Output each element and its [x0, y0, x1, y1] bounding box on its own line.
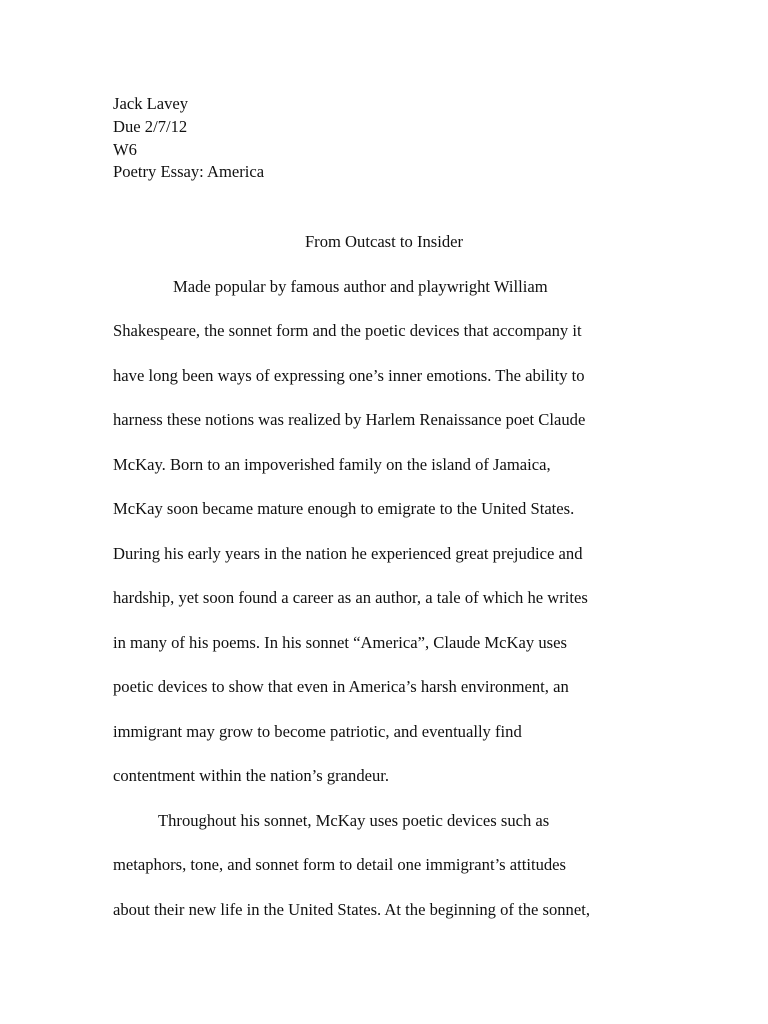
paragraph-line: Made popular by famous author and playwright William: [173, 277, 548, 296]
paragraph-line: metaphors, tone, and sonnet form to detail one immigrant’s attitudes: [113, 855, 567, 874]
due-date: Due 2/7/12: [113, 117, 188, 136]
paragraph-line: During his early years in the nation he experienced great prejudice and: [113, 544, 583, 563]
paragraph-line: immigrant may grow to become patriotic, and eventually find: [113, 722, 522, 741]
paragraph-line: have long been ways of expressing one’s inner emotions. The ability to: [113, 366, 585, 385]
essay-title: From Outcast to Insider: [304, 232, 464, 251]
paragraph-line: contentment within the nation’s grandeur.: [113, 766, 390, 785]
paragraph-line: Shakespeare, the sonnet form and the poetic devices that accompany it: [113, 321, 582, 340]
paragraph-line: in many of his poems. In his sonnet “America”, Claude McKay uses: [113, 633, 567, 652]
paragraph-line: about their new life in the United States. At the beginning of the sonnet,: [113, 900, 590, 919]
author-name: Jack Lavey: [113, 94, 189, 113]
paragraph-line: McKay. Born to an impoverished family on the island of Jamaica,: [113, 455, 551, 474]
paragraph-line: McKay soon became mature enough to emigrate to the United States.: [113, 499, 575, 518]
paragraph-line: Throughout his sonnet, McKay uses poetic devices such as: [158, 811, 550, 830]
paragraph-line: hardship, yet soon found a career as an author, a tale of which he writes: [113, 588, 588, 607]
section-code: W6: [113, 140, 137, 159]
paragraph-line: harness these notions was realized by Harlem Renaissance poet Claude: [113, 410, 586, 429]
paragraph-line: poetic devices to show that even in America’s harsh environment, an: [113, 677, 569, 696]
assignment-title: Poetry Essay: America: [113, 162, 265, 181]
